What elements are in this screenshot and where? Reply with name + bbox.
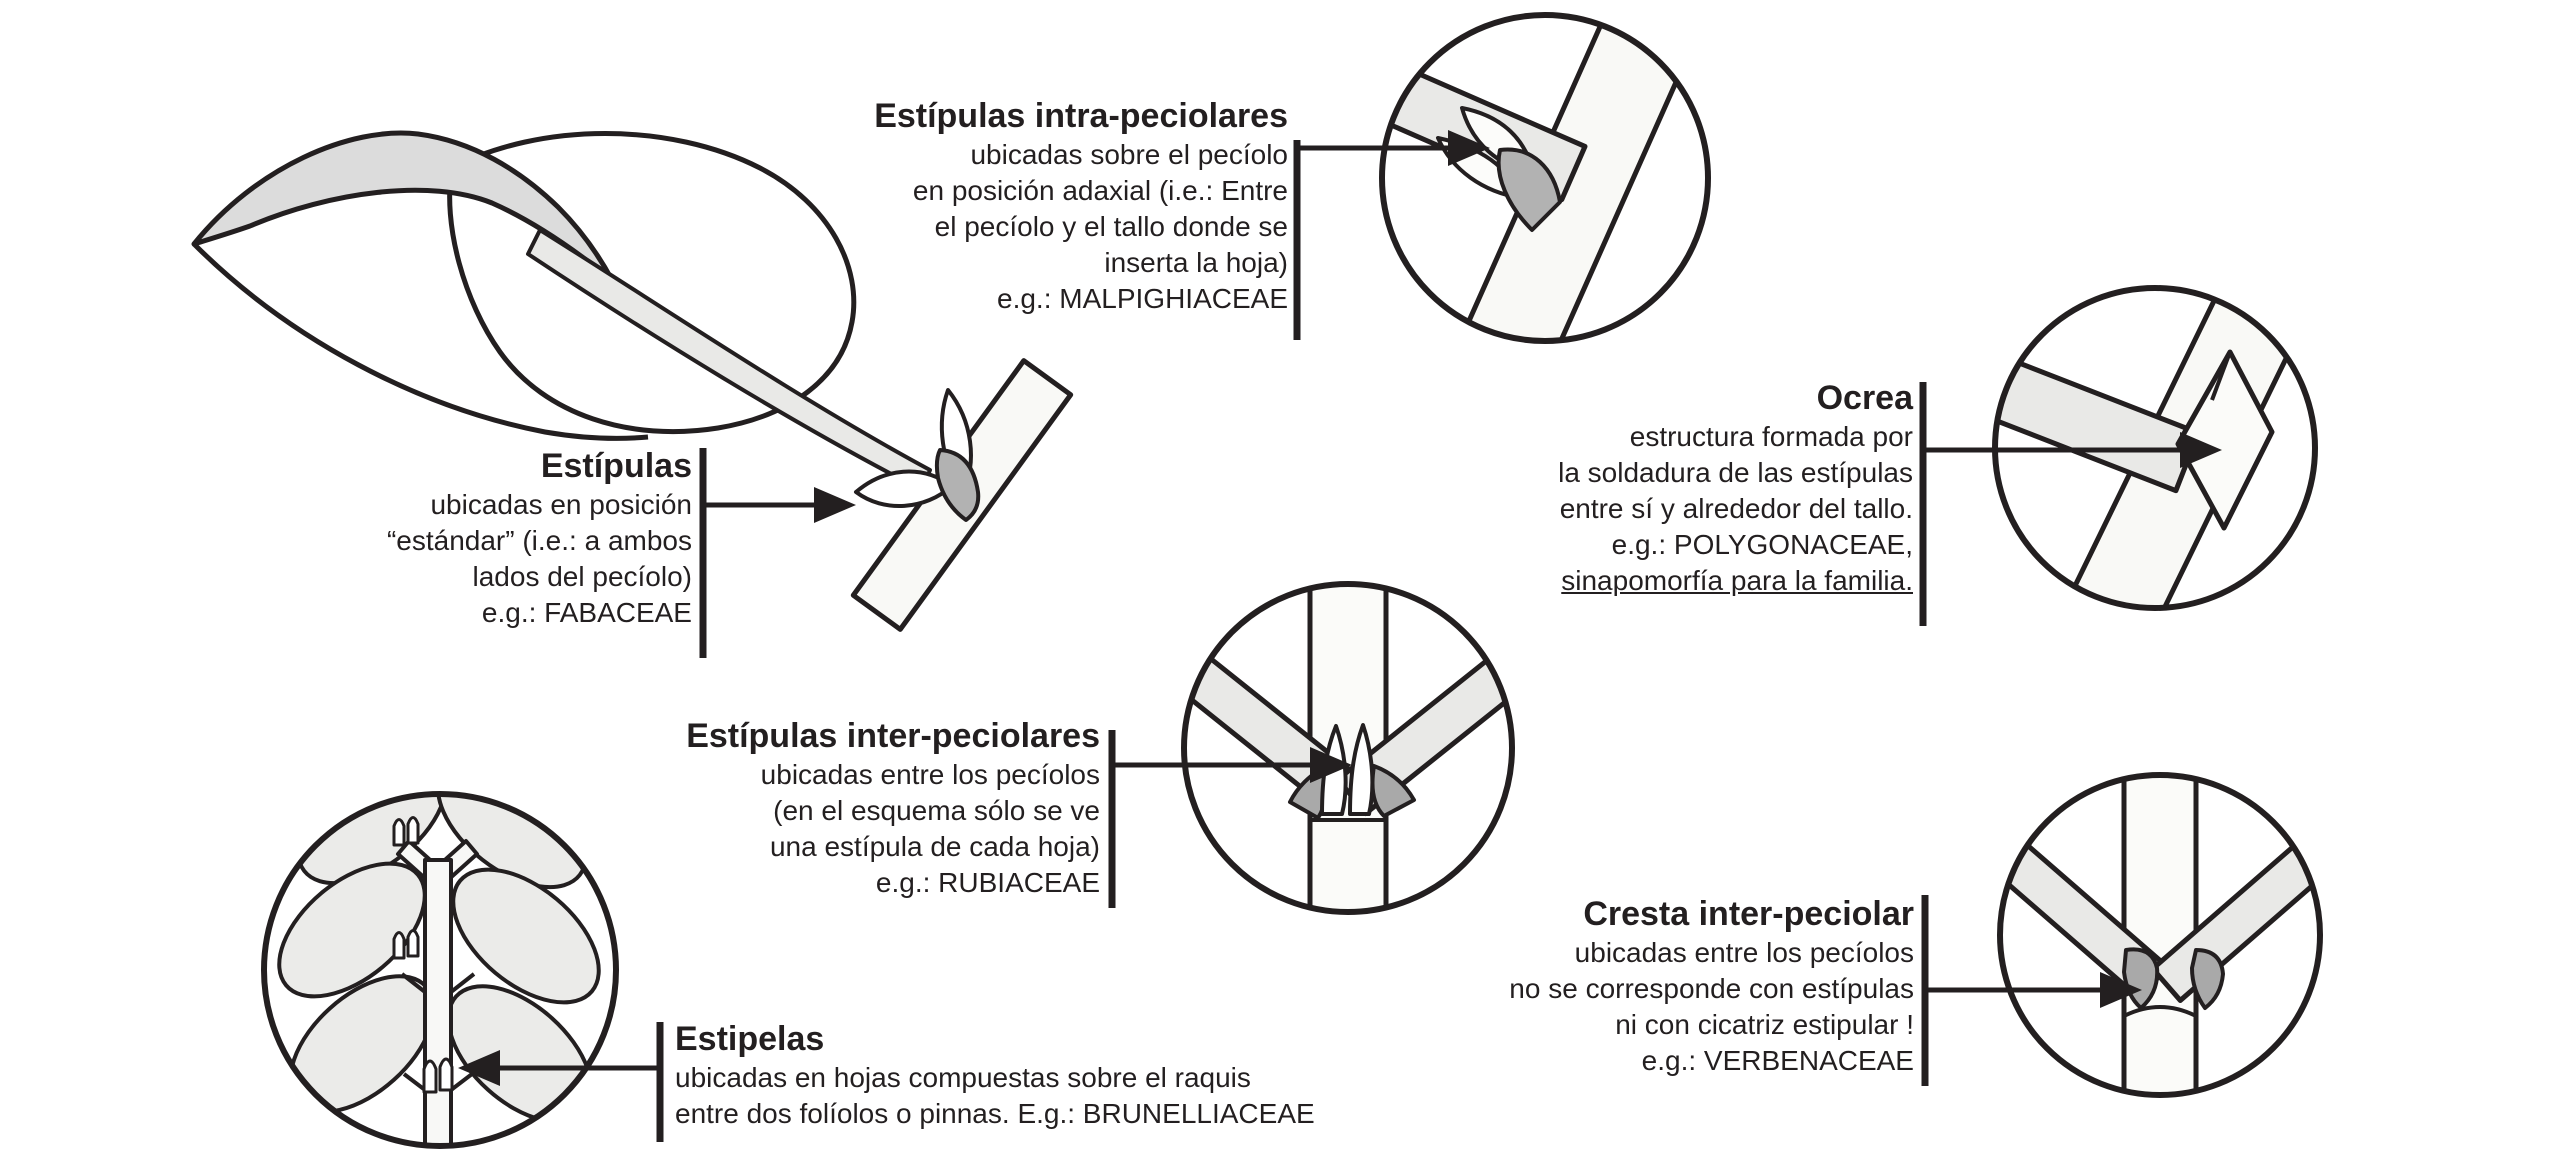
stipel — [394, 820, 404, 846]
label-title: Estípulas intra-peciolares — [874, 97, 1288, 135]
detail-circle-inter-petiolar-crest — [1989, 770, 2331, 1105]
label-cresta-inter-peciolar — [1509, 893, 1914, 1079]
label-line: e.g.: RUBIACEAE — [875, 867, 1100, 898]
label-line: ubicadas entre los pecíolos — [1574, 937, 1914, 968]
label-title: Ocrea — [1816, 379, 1913, 417]
label-line: e.g.: VERBENACEAE — [1641, 1045, 1914, 1076]
label-line: la soldadura de las estípulas — [1558, 457, 1913, 488]
stipel — [408, 931, 418, 957]
label-line: entre sí y alrededor del tallo. — [1559, 493, 1913, 524]
label-line: e.g.: FABACEAE — [481, 597, 692, 628]
label-line: una estípula de cada hoja) — [769, 831, 1100, 862]
label-line: ubicadas en posición — [430, 489, 692, 520]
detail-circle-intra-petiolar-stipule — [1351, 0, 1708, 379]
label-line: en posición adaxial (i.e.: Entre — [912, 175, 1288, 206]
stipel — [424, 1061, 436, 1092]
label-title: Estípulas — [540, 447, 692, 485]
label-line-underlined: sinapomorfía para la familia. — [1561, 565, 1913, 596]
label-line: e.g.: MALPIGHIACEAE — [997, 283, 1288, 314]
label-title: Cresta inter-peciolar — [1583, 895, 1914, 933]
label-line: inserta la hoja) — [1104, 247, 1288, 278]
label-line: entre dos folíolos o pinnas. E.g.: BRUNELLIACEAE — [675, 1098, 1315, 1129]
label-title: Estípulas inter-peciolares — [686, 717, 1100, 755]
label-line: lados del pecíolo) — [472, 561, 692, 592]
label-line: el pecíolo y el tallo donde se — [934, 211, 1288, 242]
detail-circle-ocrea — [1962, 255, 2318, 672]
branch-stub — [404, 1074, 425, 1090]
stipel — [408, 818, 418, 844]
label-ocrea — [1558, 377, 1913, 599]
stipel — [440, 1059, 452, 1090]
detail-circle-compound-leaf-stipels — [255, 727, 622, 1150]
label-estipulas-intra-peciolares — [874, 95, 1288, 317]
arrow-inter-peciolares — [1112, 747, 1352, 783]
label-line: estructura formada por — [1629, 421, 1913, 452]
label-title: Estipelas — [675, 1020, 825, 1058]
stipel — [394, 933, 404, 959]
label-line: ni con cicatriz estipular ! — [1615, 1009, 1914, 1040]
detail-circle-inter-petiolar-stipules — [1174, 578, 1522, 923]
label-line: no se corresponde con estípulas — [1509, 973, 1914, 1004]
label-line: e.g.: POLYGONACEAE, — [1611, 529, 1913, 560]
label-line: ubicadas sobre el pecíolo — [970, 139, 1288, 170]
label-estipelas — [675, 1018, 1315, 1132]
label-line: ubicadas en hojas compuestas sobre el raquis — [675, 1062, 1251, 1093]
label-estipulas — [387, 445, 692, 631]
label-estipulas-inter-peciolares — [686, 715, 1100, 901]
arrow-cresta — [1925, 972, 2142, 1008]
label-line: ubicadas entre los pecíolos — [760, 759, 1100, 790]
label-line: “estándar” (i.e.: a ambos — [386, 525, 692, 556]
arrow-estipulas — [703, 487, 856, 523]
label-line: (en el esquema sólo se ve — [773, 795, 1100, 826]
branch-stub — [451, 1074, 472, 1090]
rachis — [425, 860, 451, 1150]
